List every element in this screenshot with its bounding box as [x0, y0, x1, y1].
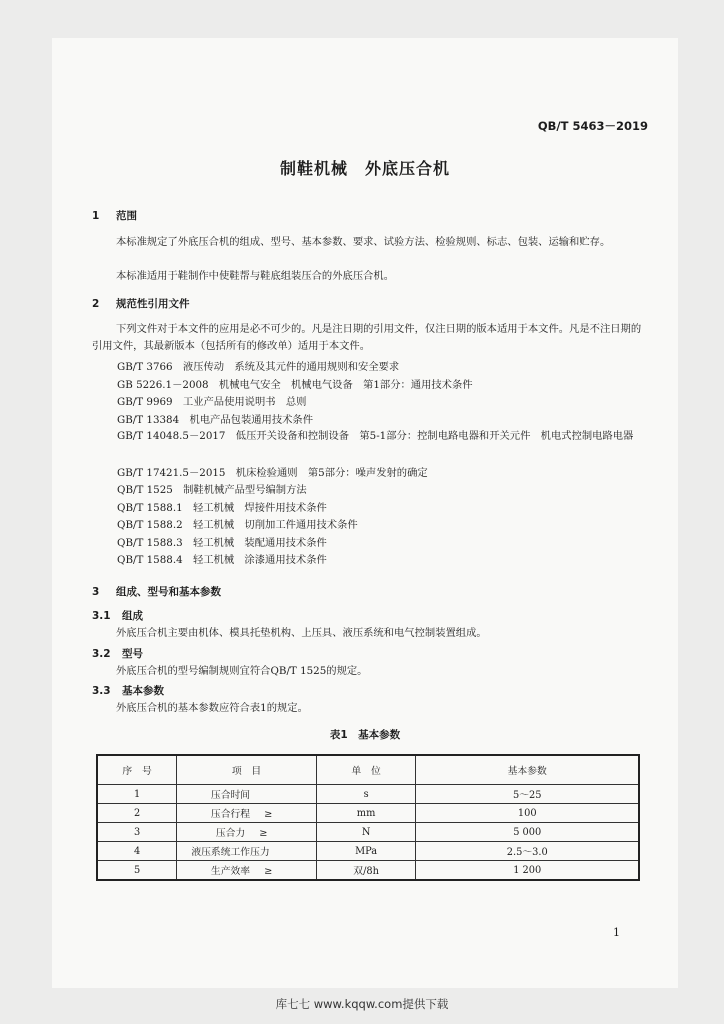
- cell-item: 压合力 ≥: [177, 823, 317, 842]
- reference-item: QB/T 1588.2 轻工机械 切削加工件通用技术条件: [117, 519, 358, 531]
- section-1-heading: 1 范围: [92, 210, 137, 222]
- section-3-1-text: 外底压合机主要由机体、模具托垫机构、上压具、液压系统和电气控制装置组成。: [116, 627, 487, 639]
- table-row: [97, 842, 639, 861]
- reference-item: QB/T 1588.4 轻工机械 涂漆通用技术条件: [117, 554, 327, 566]
- document-title: 制鞋机械 外底压合机: [279, 159, 450, 178]
- section-1-paragraph-1: 本标准规定了外底压合机的组成、型号、基本参数、要求、试验方法、检验规则、标志、包装、运输和贮存。: [116, 236, 611, 248]
- cell-value: 100: [416, 804, 639, 823]
- table-caption: 表1 基本参数: [329, 729, 401, 741]
- table-row: [97, 804, 639, 823]
- reference-item: QB/T 1588.1 轻工机械 焊接件用技术条件: [117, 502, 327, 514]
- reference-item: GB/T 3766 液压传动 系统及其元件的通用规则和安全要求: [117, 361, 400, 373]
- cell-unit: s: [316, 785, 416, 804]
- cell-unit: 双/8h: [316, 861, 416, 881]
- cell-no: 5: [97, 861, 177, 881]
- section-3-heading: 3 组成、型号和基本参数: [92, 586, 221, 598]
- page-number: 1: [613, 926, 620, 939]
- cell-no: 4: [97, 842, 177, 861]
- cell-unit: mm: [316, 804, 416, 823]
- section-3-2-heading: 3.2 型号: [92, 648, 143, 660]
- cell-unit: N: [316, 823, 416, 842]
- header-cell: 基本参数: [416, 755, 639, 785]
- section-2-heading: 2 规范性引用文件: [92, 298, 190, 310]
- table-header-row: [97, 755, 639, 785]
- section-2-intro: 下列文件对于本文件的应用是必不可少的。凡是注日期的引用文件，仅注日期的版本适用于本文件。凡是不注日期的引用文件，其最新版本（包括所有的修改单）适用于本文件。: [92, 323, 642, 352]
- section-3-3-text: 外底压合机的基本参数应符合表1的规定。: [116, 702, 308, 714]
- standard-number: QB/T 5463－2019: [537, 119, 648, 133]
- cell-item: 液压系统工作压力: [177, 842, 317, 861]
- reference-item: GB/T 17421.5－2015 机床检验通则 第5部分：噪声发射的确定: [117, 467, 428, 479]
- cell-item: 压合行程 ≥: [177, 804, 317, 823]
- table-row: [97, 785, 639, 804]
- cell-item: 压合时间: [177, 785, 317, 804]
- header-cell: 单 位: [316, 755, 416, 785]
- document-page: [52, 38, 678, 988]
- download-footer: 库七七 www.kqqw.com提供下载: [275, 997, 449, 1011]
- reference-item: QB/T 1588.3 轻工机械 装配通用技术条件: [117, 537, 327, 549]
- cell-value: 1 200: [416, 861, 639, 881]
- cell-no: 3: [97, 823, 177, 842]
- table-row: [97, 823, 639, 842]
- reference-item: GB/T 14048.5－2017 低压开关设备和控制设备 第5-1部分：控制电路电器和开关元件 机电式控制电路电器: [117, 430, 634, 442]
- cell-value: 5 000: [416, 823, 639, 842]
- cell-no: 2: [97, 804, 177, 823]
- section-3-2-text: 外底压合机的型号编制规则宜符合QB/T 1525的规定。: [116, 665, 368, 677]
- section-3-3-heading: 3.3 基本参数: [92, 685, 164, 697]
- reference-item: GB 5226.1－2008 机械电气安全 机械电气设备 第1部分：通用技术条件: [117, 379, 473, 391]
- reference-item: QB/T 1525 制鞋机械产品型号编制方法: [117, 484, 307, 496]
- cell-value: 2.5～3.0: [416, 842, 639, 861]
- table-row: [97, 861, 639, 881]
- header-cell: 序 号: [97, 755, 177, 785]
- section-3-1-heading: 3.1 组成: [92, 610, 143, 622]
- cell-value: 5～25: [416, 785, 639, 804]
- cell-no: 1: [97, 785, 177, 804]
- section-1-paragraph-2: 本标准适用于鞋制作中使鞋帮与鞋底组装压合的外底压合机。: [116, 270, 395, 282]
- header-cell: 项 目: [177, 755, 317, 785]
- cell-item: 生产效率 ≥: [177, 861, 317, 881]
- basic-parameters-table: [96, 754, 640, 881]
- reference-item: GB/T 13384 机电产品包装通用技术条件: [117, 414, 314, 426]
- cell-unit: MPa: [316, 842, 416, 861]
- reference-item: GB/T 9969 工业产品使用说明书 总则: [117, 396, 307, 408]
